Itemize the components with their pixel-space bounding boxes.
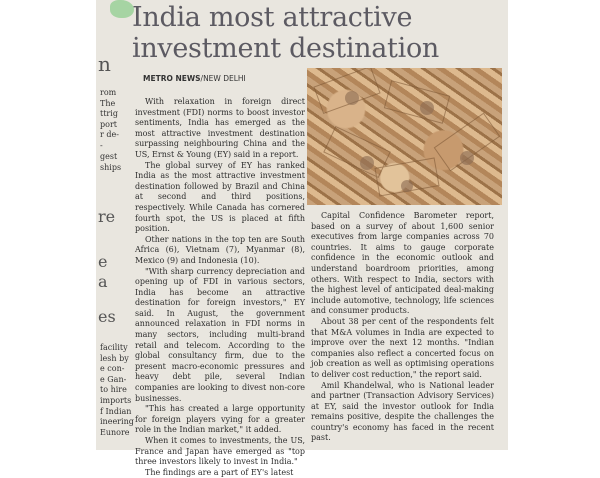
fragment-lines-c — [100, 343, 134, 438]
fragment-line: e Gan- — [100, 374, 127, 384]
fragment-line: imports — [100, 395, 132, 405]
fragment-big-d: es — [98, 307, 116, 326]
article-column-1 — [135, 97, 305, 478]
fragment-line: - — [100, 140, 103, 150]
fragment-lines-b — [100, 152, 121, 173]
paragraph: When it comes to investments, the US, France and Japan have emerged as "top three investors likely to invest in India." — [135, 436, 305, 467]
margin-left — [0, 0, 96, 450]
paragraph: "With sharp currency depreciation and opening up of FDI in various sectors, India has become an attractive destination for foreign investors," EY said. In August, the government announced relaxation in FDI norms in many sectors, including multi-brand retail and telecom. According to the global consultancy firm, due to the present macro-economic pressures and heavy debt pile, several Indian companies are looking to divest non-core businesses. — [135, 266, 305, 403]
fragment-line: ships — [100, 162, 122, 172]
headline-line-1: India most attractive — [132, 2, 413, 33]
fragment-line: lesh by — [100, 353, 129, 363]
fragment-line: ineering — [100, 417, 134, 427]
fragment-line: ttrig — [100, 109, 118, 119]
fragment-line: facility — [100, 343, 128, 352]
paragraph: About 38 per cent of the respondents felt that M&A volumes in India are expected to improve over the next 12 months. "Indian companies also reflect a concerted focus on job creation as well as optimising operations to deliver cost reduction," the report said. — [311, 316, 494, 379]
fragment-line: to hire — [100, 385, 127, 395]
fragment-letter: n — [98, 52, 111, 76]
fragment-big-a: re — [98, 207, 116, 226]
fragment-big-b: e — [98, 252, 108, 271]
fragment-line: f Indian — [100, 406, 132, 416]
paragraph: "This has created a large opportunity for foreign players vying for a greater role in the Indian market," it added. — [135, 404, 305, 435]
fragment-big-c: a — [98, 272, 108, 291]
paragraph: Amil Khandelwal, who is National leader and partner (Transaction Advisory Services) at EY, said the investor outlook for India remains positive, despite the challenges the country's economy has faced in the recent past. — [311, 380, 494, 443]
paragraph: Capital Confidence Barometer report, based on a survey of about 1,600 senior executives from large companies across 70 countries. It aims to gauge corporate confidence in the economic outlook and understand boardroom priorities, among others. With respect to India, sectors with the highest level of anticipated deal-making include automotive, technology, life sciences and consumer products. — [311, 211, 494, 316]
rupee-notes-illustration — [307, 68, 502, 205]
paragraph: With relaxation in foreign direct investment (FDI) norms to boost investor sentiments, India has emerged as the most attractive investment destination surpassing neighbouring China and the US, Ernst & Young (EY) said in a report. — [135, 97, 305, 159]
fragment-line: Eunore — [100, 427, 130, 437]
article-column-2 — [311, 211, 494, 444]
byline — [143, 74, 246, 83]
fragment-line: gest — [100, 152, 118, 161]
fragment-line: r de- — [100, 130, 119, 140]
fragment-line: rom — [100, 88, 117, 97]
fragment-line: port — [100, 119, 117, 129]
fragment-line: The — [100, 98, 116, 108]
paragraph: The findings are a part of EY's latest — [145, 467, 294, 477]
fragment-line: e con- — [100, 364, 125, 374]
paragraph: Other nations in the top ten are South Africa (6), Vietnam (7), Myanmar (8), Mexico (9) and Indonesia (10). — [135, 234, 305, 265]
byline-place: /NEW DELHI — [200, 74, 246, 83]
paragraph: The global survey of EY has ranked India as the most attractive investment destination followed by Brazil and China at second and third positions, respectively. While Canada has cornered fourth spot, the US is placed at fifth position. — [135, 160, 305, 234]
headline — [132, 2, 502, 64]
byline-source: METRO NEWS — [143, 74, 201, 83]
margin-right — [508, 0, 600, 450]
rupee-notes-photo — [307, 68, 502, 205]
headline-line-2: investment destination — [132, 33, 439, 64]
highlighter-mark — [110, 0, 134, 18]
fragment-lines-a — [100, 88, 119, 152]
